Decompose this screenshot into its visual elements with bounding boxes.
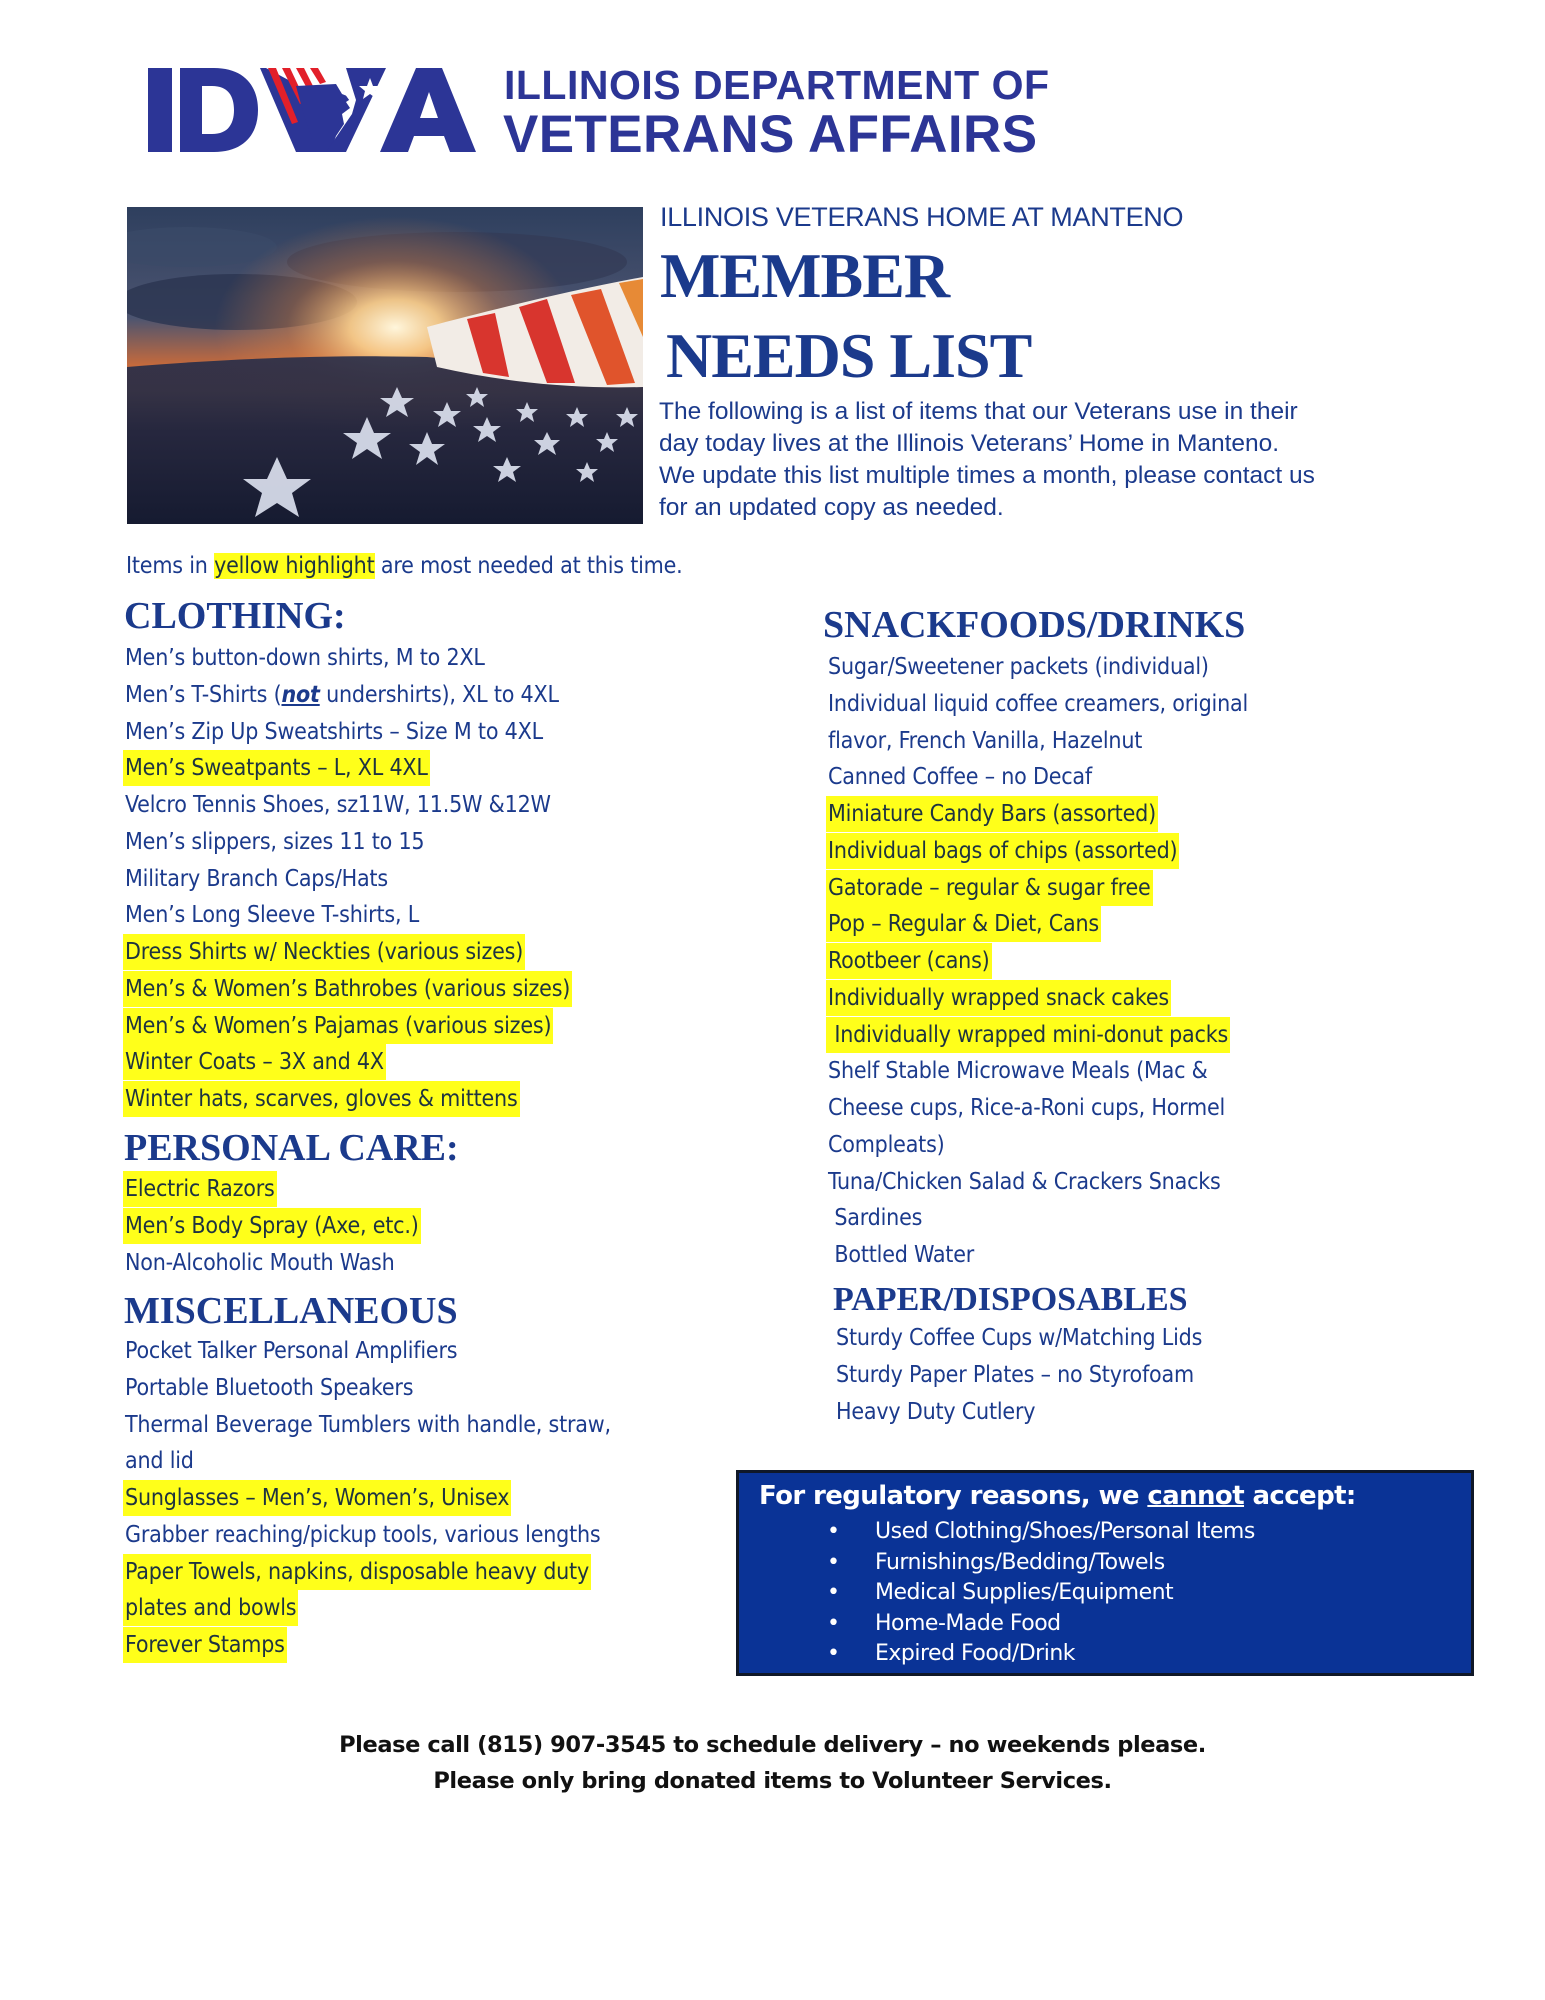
list-item [125, 640, 485, 676]
not-accepted-item [827, 1548, 1255, 1579]
list-item-text: Individually wrapped mini-donut packs [828, 1021, 1229, 1048]
list-item [125, 714, 543, 750]
not-accepted-item-text: Home-Made Food [875, 1610, 1061, 1636]
list-item-text: Cheese cups, Rice-a-Roni cups, Hormel [828, 1095, 1226, 1121]
list-item-text: flavor, French Vanilla, Hazelnut [828, 727, 1143, 754]
list-item-text: Thermal Beverage Tumblers with handle, straw, [125, 1411, 611, 1438]
org-name-line1: ILLINOIS DEPARTMENT OF [504, 62, 1050, 108]
section-heading-clothing: CLOTHING: [124, 595, 346, 637]
list-item-text: Tuna/Chicken Salad & Crackers Snacks [828, 1168, 1221, 1195]
section-heading-paper: PAPER/DISPOSABLES [833, 1281, 1188, 1318]
not-accepted-item-text: Used Clothing/Shoes/Personal Items [875, 1519, 1255, 1544]
list-item [826, 980, 1171, 1016]
footer-dropoff-note: Please only bring donated items to Volunteer Services. [433, 1768, 1112, 1794]
list-item [826, 943, 992, 979]
intro-line: day today lives at the Illinois Veterans’ Home in Manteno. [659, 430, 1280, 457]
list-item [123, 1008, 553, 1044]
list-item-text: Velcro Tennis Shoes, sz11W, 11.5W &12W [125, 792, 551, 818]
list-item [125, 1407, 611, 1443]
list-item [828, 1053, 1208, 1089]
flag-sunset-photo [127, 207, 643, 524]
list-item-text: Heavy Duty Cutlery [836, 1398, 1036, 1425]
list-item [123, 1480, 511, 1516]
not-accepted-item [827, 1517, 1255, 1548]
list-item [828, 686, 1248, 722]
intro-line: The following is a list of items that our Veterans use in their [659, 398, 1298, 425]
list-item [123, 1044, 386, 1080]
list-item-text: Men’s Sweatpants – L, XL 4XL [125, 755, 428, 782]
list-item [125, 1245, 395, 1281]
list-item [123, 1627, 287, 1663]
list-item-text: plates and bowls [125, 1595, 297, 1622]
section-heading-personal-care: PERSONAL CARE: [124, 1127, 459, 1169]
list-item [125, 1370, 413, 1406]
list-item [123, 1554, 591, 1590]
list-item-text: Sugar/Sweetener packets (individual) [828, 654, 1209, 680]
list-item [828, 1200, 922, 1236]
list-item [125, 1333, 457, 1369]
list-item [826, 906, 1101, 942]
list-item-text: undershirts), XL to 4XL [319, 681, 559, 708]
highlight-legend [126, 548, 683, 584]
list-item-text: Gatorade – regular & sugar free [828, 874, 1151, 901]
list-item-text: Winter Coats – 3X and 4X [125, 1049, 384, 1076]
bullet-icon: • [827, 1549, 840, 1575]
list-item [125, 1443, 194, 1479]
legend-text-after: are most needed at this time. [374, 553, 683, 579]
list-item [828, 1237, 974, 1273]
flag-sunset-image-icon [127, 207, 643, 524]
list-item-text: Forever Stamps [125, 1632, 285, 1658]
list-item [826, 1017, 1230, 1053]
idva-logo-mark-icon [146, 64, 478, 156]
not-accepted-heading-underline: cannot [1147, 1481, 1245, 1511]
list-item [125, 861, 388, 897]
list-item-text: Men’s slippers, sizes 11 to 15 [125, 828, 425, 855]
list-item-text: Pop – Regular & Diet, Cans [828, 911, 1099, 938]
list-item-text: and lid [125, 1448, 194, 1475]
legend-text-before: Items in [126, 553, 215, 579]
list-item-text: Military Branch Caps/Hats [125, 865, 388, 892]
list-item [125, 824, 424, 860]
not-accepted-box [736, 1470, 1474, 1676]
list-item-emphasis: not [281, 681, 320, 708]
list-item [125, 1517, 601, 1553]
not-accepted-item-text: Medical Supplies/Equipment [875, 1580, 1174, 1605]
list-item [123, 934, 525, 970]
list-item [836, 1394, 1035, 1430]
not-accepted-item [827, 1578, 1255, 1609]
not-accepted-heading-before: For regulatory reasons, we [759, 1481, 1148, 1511]
list-item-text: Shelf Stable Microwave Meals (Mac & [828, 1058, 1208, 1085]
list-item-text: Individual bags of chips (assorted) [828, 837, 1178, 864]
list-item [123, 1171, 277, 1207]
intro-line: for an updated copy as needed. [659, 494, 1004, 521]
list-item-text: Men’s & Women’s Bathrobes (various sizes) [125, 975, 571, 1002]
list-item [123, 971, 572, 1007]
list-item-text: Dress Shirts w/ Neckties (various sizes) [125, 939, 524, 965]
not-accepted-item-text: Expired Food/Drink [875, 1641, 1075, 1666]
list-item [826, 870, 1153, 906]
list-item [123, 1590, 298, 1626]
list-item-text: Non-Alcoholic Mouth Wash [125, 1249, 395, 1276]
list-item-text: Portable Bluetooth Speakers [125, 1374, 414, 1401]
bullet-icon: • [827, 1519, 840, 1544]
list-item [836, 1357, 1194, 1393]
intro-line: We update this list multiple times a month, please contact us [659, 462, 1315, 489]
list-item-text: Men’s Long Sleeve T-shirts, L [125, 902, 420, 929]
list-item [123, 1081, 520, 1117]
list-item [125, 677, 559, 713]
list-item-text: Paper Towels, napkins, disposable heavy duty [125, 1558, 590, 1585]
list-item [125, 897, 419, 933]
list-item [828, 1127, 945, 1163]
list-item [828, 1090, 1225, 1126]
not-accepted-item [827, 1609, 1255, 1640]
list-item-text: Sturdy Coffee Cups w/Matching Lids [836, 1325, 1203, 1351]
section-heading-miscellaneous: MISCELLANEOUS [124, 1290, 458, 1332]
list-item [125, 787, 551, 823]
list-item-text: Sunglasses – Men’s, Women’s, Unisex [125, 1485, 510, 1511]
list-item-text: Men’s T-Shirts ( [125, 681, 282, 708]
page-title-line2: NEEDS LIST [666, 320, 1032, 391]
list-item-text: Men’s button-down shirts, M to 2XL [125, 645, 485, 671]
org-name-line2: VETERANS AFFAIRS [503, 105, 1038, 164]
list-item [836, 1320, 1202, 1356]
list-item-text: Individually wrapped snack cakes [828, 984, 1170, 1011]
list-item [828, 1164, 1221, 1200]
list-item [828, 723, 1142, 759]
list-item [828, 649, 1209, 685]
list-item-text: Winter hats, scarves, gloves & mittens [125, 1086, 518, 1112]
bullet-icon: • [827, 1641, 840, 1666]
list-item-text: Sturdy Paper Plates – no Styrofoam [836, 1361, 1194, 1388]
list-item-text: Miniature Candy Bars (assorted) [828, 801, 1156, 827]
list-item [826, 833, 1179, 869]
legend-highlight-sample: yellow highlight [214, 553, 375, 579]
bullet-icon: • [827, 1580, 840, 1605]
list-item-text: Men’s Body Spray (Axe, etc.) [125, 1212, 419, 1239]
not-accepted-heading-after: accept: [1244, 1481, 1356, 1511]
list-item-text: Electric Razors [125, 1176, 275, 1202]
list-item-text: Bottled Water [828, 1242, 975, 1268]
list-item [828, 759, 1092, 795]
page-title-line1: MEMBER [660, 240, 950, 311]
list-item-text: Men’s Zip Up Sweatshirts – Size M to 4XL [125, 718, 543, 745]
list-item [123, 750, 430, 786]
list-item-text: Rootbeer (cans) [828, 948, 990, 974]
idva-logo [146, 64, 478, 156]
facility-name: ILLINOIS VETERANS HOME AT MANTENO [660, 202, 1184, 232]
not-accepted-list [827, 1517, 1255, 1670]
bullet-icon: • [827, 1610, 840, 1636]
not-accepted-item [827, 1639, 1255, 1670]
not-accepted-item-text: Furnishings/Bedding/Towels [875, 1549, 1165, 1575]
list-item-text: Men’s & Women’s Pajamas (various sizes) [125, 1012, 552, 1039]
list-item-text: Individual liquid coffee creamers, original [828, 690, 1249, 717]
list-item-text: Pocket Talker Personal Amplifiers [125, 1338, 458, 1364]
list-item-text: Grabber reaching/pickup tools, various lengths [125, 1521, 601, 1548]
not-accepted-heading [759, 1481, 1356, 1511]
footer-delivery-note: Please call (815) 907-3545 to schedule delivery – no weekends please. [339, 1732, 1206, 1758]
list-item-text: Sardines [828, 1205, 923, 1232]
list-item-text: Canned Coffee – no Decaf [828, 764, 1092, 791]
section-heading-snackfoods: SNACKFOODS/DRINKS [823, 604, 1246, 646]
list-item [826, 796, 1158, 832]
list-item [123, 1208, 421, 1244]
list-item-text: Compleats) [828, 1131, 945, 1158]
